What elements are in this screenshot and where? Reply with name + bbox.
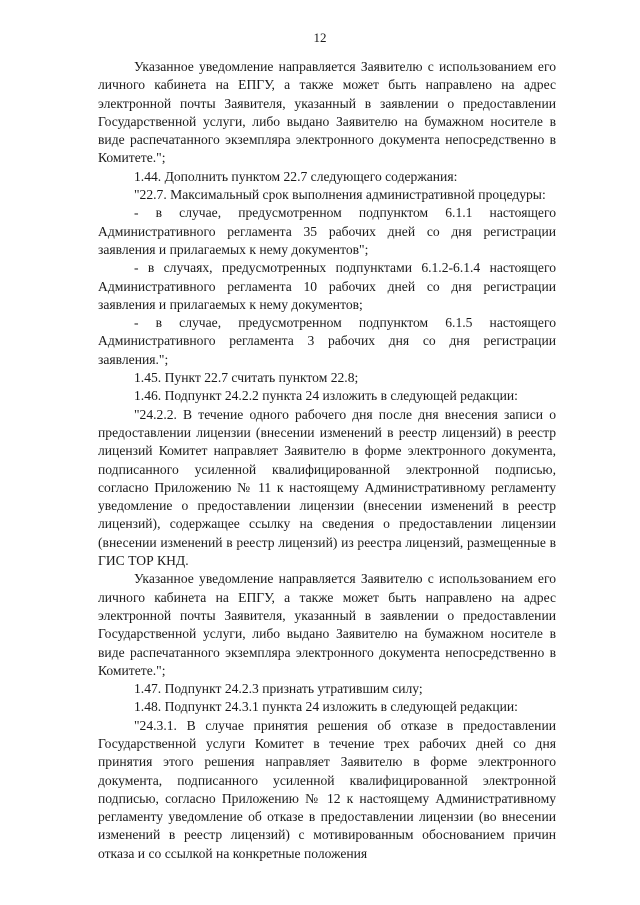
paragraph-7: 1.45. Пункт 22.7 считать пунктом 22.8; [134,370,359,386]
document-body [98,58,556,863]
paragraph-6: - в случае, предусмотренном подпунктом 6.1.5 настоящего Административного регламента 3 рабочих дня со дня регистрации заявления."; [98,315,556,367]
paragraph-1: Указанное уведомление направляется Заявителю с использованием его личного кабинета на ЕПГУ, а также может быть направлено на адрес электронной почты Заявителя, указанный в заявлении о предоставлении Государственной услуги, либо выдано Заявителю на бумажном носителе в виде распечатанного экземпляра электронного документа непосредственно в Комитете."; [98,59,556,166]
paragraph-8: 1.46. Подпункт 24.2.2 пункта 24 изложить в следующей редакции: [134,388,518,404]
paragraph-9: "24.2.2. В течение одного рабочего дня после дня внесения записи о предоставлении лицензии (внесении изменений в реестр лицензий) в реестр лицензий Комитет направляет Заявителю в форме электронного документа, подписанного усиленной квалифицированной электронной подписью, согласно Приложению № 11 к настоящему Административному регламенту уведомление о предоставлении лицензии (внесении изменений в реестр лицензий), содержащее ссылку на сведения о предоставлении лицензии (внесении изменений в реестр лицензий) из реестра лицензий, размещенные в ГИС ТОР КНД. [98,406,556,569]
paragraph-5: - в случаях, предусмотренных подпунктами 6.1.2-6.1.4 настоящего Административного регламента 10 рабочих дней со дня регистрации заявления и прилагаемых к нему документов; [98,260,556,312]
paragraph-13: "24.3.1. В случае принятия решения об отказе в предоставлении Государственной услуги Комитет в течение трех рабочих дней со дня принятия этого решения направляет Заявителю в форме электронного документа, подписанного усиленной квалифицированной электронной подписью, согласно Приложению № 12 к настоящему Административному регламенту уведомление об отказе в предоставлении лицензии (во внесении изменений в реестр лицензий) с мотивированным обоснованием причин отказа и со ссылкой на конкретные положения [98,717,556,861]
paragraph-10: Указанное уведомление направляется Заявителю с использованием его личного кабинета на ЕПГУ, а также может быть направлено на адрес электронной почты Заявителя, указанный в заявлении о предоставлении Государственной услуги, либо выдано Заявителю на бумажном носителе в виде распечатанного экземпляра электронного документа непосредственно в Комитете."; [98,571,556,678]
paragraph-3: "22.7. Максимальный срок выполнения административной процедуры: [134,187,546,203]
page-number: 12 [313,30,327,45]
paragraph-11: 1.47. Подпункт 24.2.3 признать утратившим силу; [134,681,423,697]
paragraph-4: - в случае, предусмотренном подпунктом 6.1.1 настоящего Административного регламента 35 рабочих дней со дня регистрации заявления и прилагаемых к нему документов"; [98,205,556,257]
paragraph-2: 1.44. Дополнить пунктом 22.7 следующего содержания: [134,168,458,184]
paragraph-12: 1.48. Подпункт 24.3.1 пункта 24 изложить в следующей редакции: [134,699,518,715]
